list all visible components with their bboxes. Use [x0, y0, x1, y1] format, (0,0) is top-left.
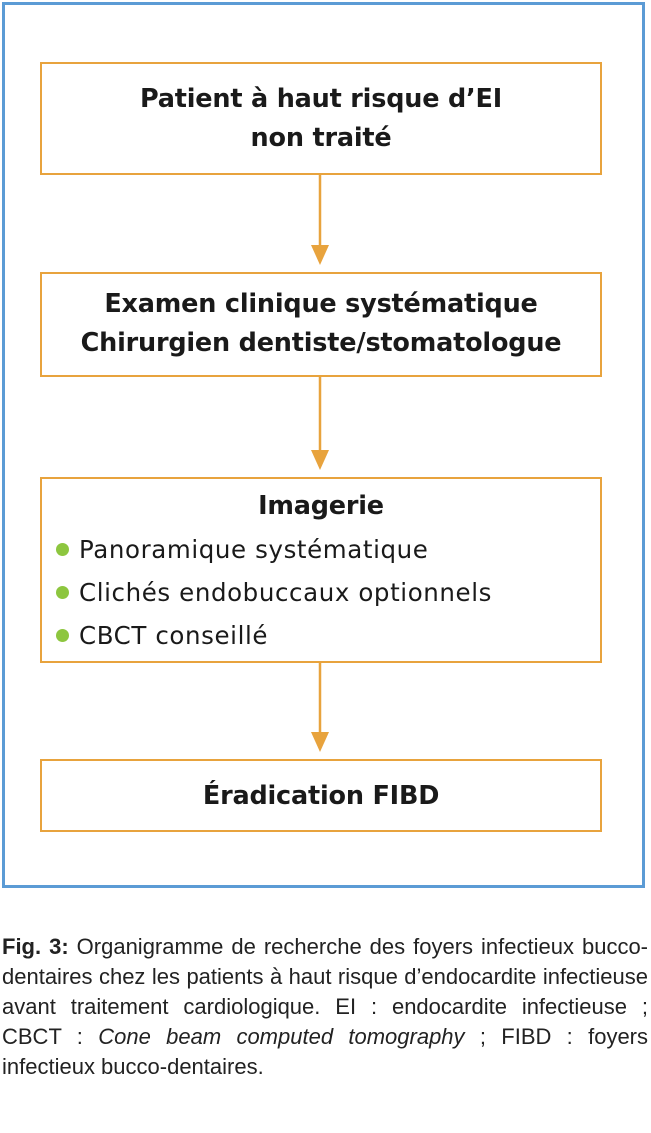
step-eradication-title: Éradication FIBD [202, 781, 440, 811]
step-patient-line-2: non traité [250, 123, 392, 153]
arrow-3-head [311, 732, 329, 752]
step-imagerie-title: Imagerie [258, 491, 384, 521]
caption-label: Fig. 3: [2, 934, 69, 959]
step-examen-line-1: Examen clinique systématique [104, 289, 538, 319]
figure-caption [2, 932, 648, 1082]
imagerie-item-label: Clichés endobuccaux optionnels [79, 578, 492, 607]
arrow-2-head [311, 450, 329, 470]
caption-text-2: ; FIBD : foyers infectieux bucco-dentaires. [2, 1024, 648, 1079]
step-examen-line-2: Chirurgien dentiste/stomatologue [80, 328, 562, 358]
caption-italic: Cone beam computed tomography [98, 1024, 465, 1049]
arrow-1-head [311, 245, 329, 265]
step-patient-line-1: Patient à haut risque d’EI [139, 84, 503, 114]
caption-text-1: Organigramme de recherche des foyers infectieux bucco-dentaires chez les patients à haut risque d’endocardite infectieuse avant traitement cardiologique. EI : endocardite infectieuse ; CBCT : [2, 934, 649, 1049]
imagerie-item-label: Panoramique systématique [79, 535, 429, 564]
imagerie-item-label: CBCT conseillé [79, 621, 269, 650]
